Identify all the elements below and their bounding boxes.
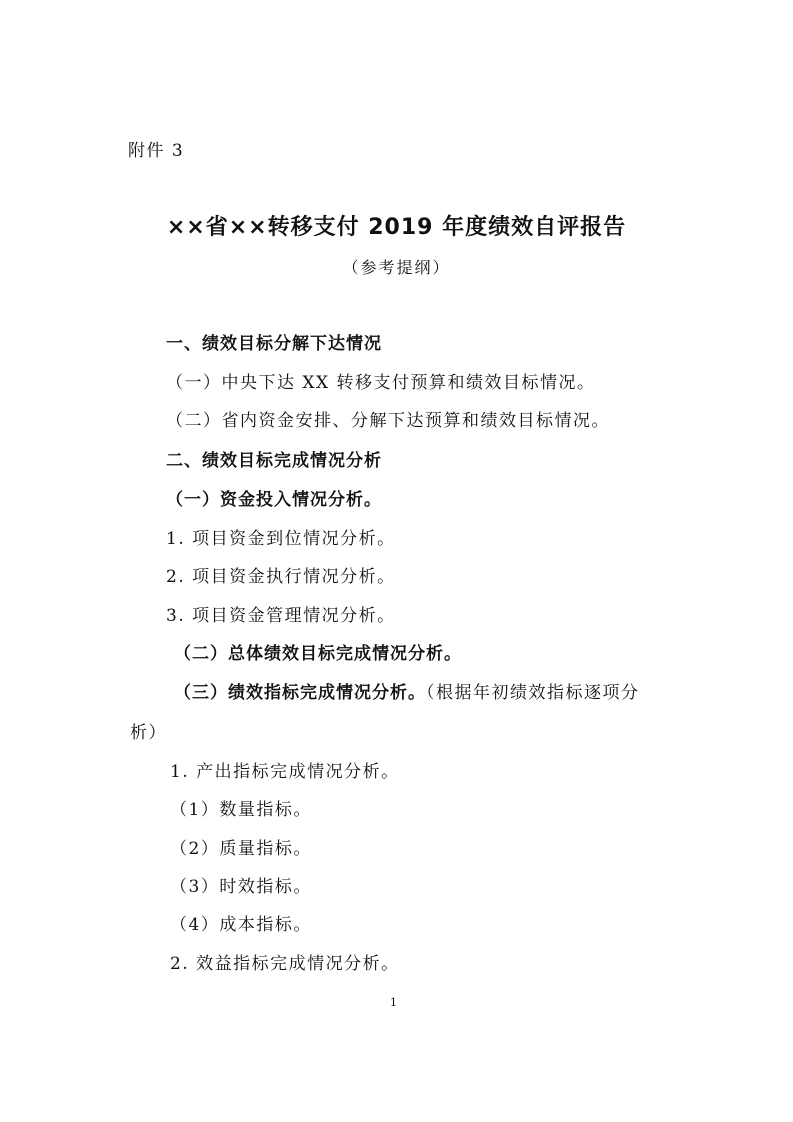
section-1-item-1: （一）中央下达 XX 转移支付预算和绩效目标情况。 <box>166 373 596 393</box>
section-1-heading: 一、绩效目标分解下达情况 <box>166 334 382 354</box>
section-2-sub-3-heading: （三）绩效指标完成情况分析。 <box>174 683 426 703</box>
section-2-sub-1-item-1: 1. 项目资金到位情况分析。 <box>166 529 396 549</box>
quantity-indicator-item: （1）数量指标。 <box>170 800 312 820</box>
page-number: 1 <box>390 996 397 1009</box>
section-2-sub-3-item-2: 2. 效益指标完成情况分析。 <box>170 954 400 974</box>
cost-indicator-item: （4）成本指标。 <box>170 915 312 935</box>
section-2-sub-3-item-1: 1. 产出指标完成情况分析。 <box>170 762 400 782</box>
document-subtitle: （参考提纲） <box>342 258 451 277</box>
section-2-sub-1-item-3: 3. 项目资金管理情况分析。 <box>166 606 396 626</box>
timeliness-indicator-item: （3）时效指标。 <box>170 877 312 897</box>
section-2-sub-3-note: （根据年初绩效指标逐项分 <box>426 683 640 703</box>
section-2-sub-2: （二）总体绩效目标完成情况分析。 <box>174 644 462 664</box>
section-2-sub-1-item-2: 2. 项目资金执行情况分析。 <box>166 567 396 587</box>
document-title: ××省××转移支付 2019 年度绩效自评报告 <box>166 215 627 240</box>
section-2-heading: 二、绩效目标完成情况分析 <box>166 451 382 471</box>
section-2-sub-3-note-continuation: 析） <box>130 723 167 743</box>
section-2-sub-1: （一）资金投入情况分析。 <box>166 490 382 510</box>
section-1-item-2: （二）省内资金安排、分解下达预算和绩效目标情况。 <box>166 411 610 431</box>
quality-indicator-item: （2）质量指标。 <box>170 839 312 859</box>
attachment-label: 附件 3 <box>128 141 185 161</box>
section-2-sub-3 <box>174 682 640 704</box>
